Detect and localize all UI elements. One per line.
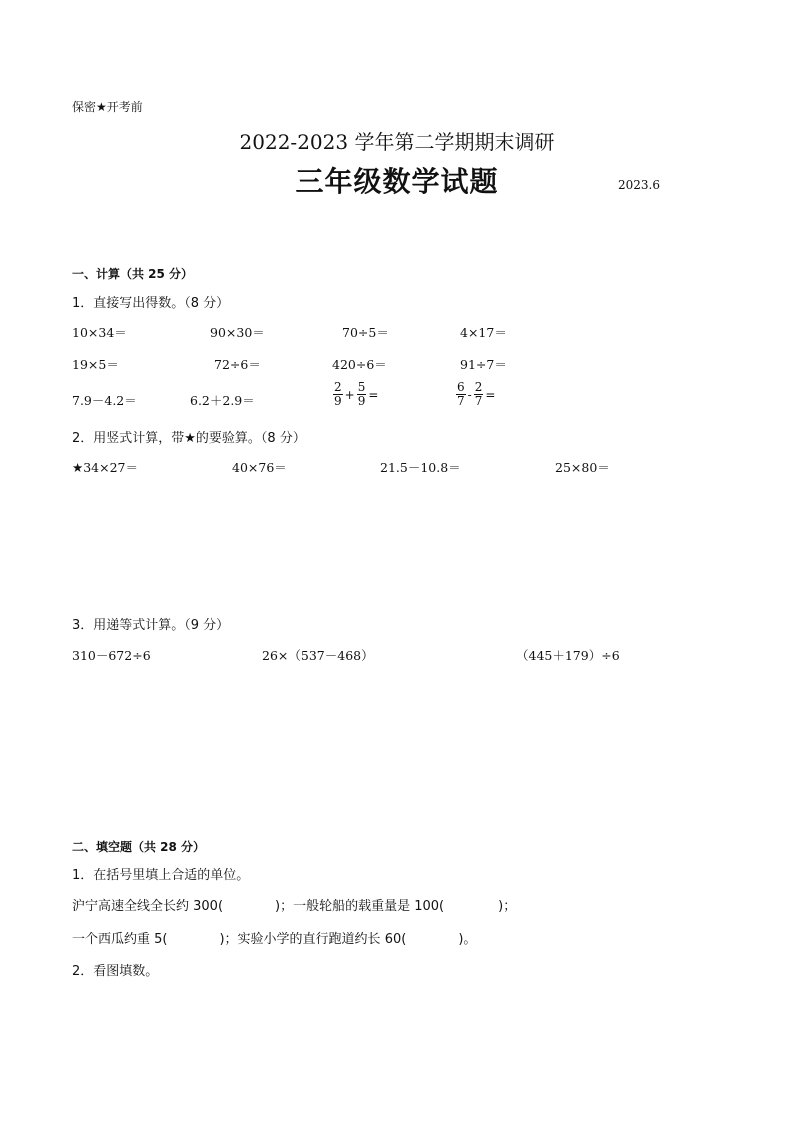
equals-sign: = — [368, 387, 379, 402]
q3-prompt: 3．用递等式计算。（9 分） — [72, 618, 230, 633]
q1-expr: 6.2＋2.9＝ — [190, 393, 255, 408]
fraction — [357, 381, 367, 408]
fill-blank-text: 沪宁高速全线全长约 300( — [72, 899, 224, 914]
s2-q2-prompt: 2．看图填数。 — [72, 964, 159, 979]
q1-expr: 72÷6＝ — [214, 357, 261, 372]
s2-q1-prompt: 1．在括号里填上合适的单位。 — [72, 868, 250, 883]
q2-expr: 25×80＝ — [555, 460, 610, 475]
fraction — [474, 381, 484, 408]
q3-expr: （445＋179）÷6 — [516, 648, 620, 663]
exam-title-subject: 三年级数学试题 — [295, 165, 499, 198]
numerator: 2 — [474, 380, 483, 394]
denominator: 9 — [357, 394, 366, 408]
fraction — [456, 381, 466, 408]
section1-heading: 一、计算（共 25 分） — [72, 267, 194, 281]
equals-sign: = — [485, 387, 496, 402]
q1-expr: 19×5＝ — [72, 357, 119, 372]
fraction-expression — [332, 381, 379, 408]
fraction-expression — [455, 381, 496, 408]
operator: - — [467, 387, 472, 402]
denominator: 9 — [334, 394, 342, 408]
q2-prompt: 2．用竖式计算，带★的要验算。（8 分） — [72, 431, 306, 446]
q1-expr: 420÷6＝ — [332, 357, 387, 372]
q1-expr: 91÷7＝ — [460, 357, 507, 372]
q1-expr: 70÷5＝ — [342, 325, 389, 340]
q2-expr: 40×76＝ — [232, 460, 287, 475]
fill-blank-text: )。 — [458, 932, 477, 947]
denominator: 7 — [457, 394, 465, 408]
q2-expr: ★34×27＝ — [72, 460, 138, 475]
fill-blank-text: )；实验小学的直行跑道约长 60( — [219, 932, 407, 947]
q1-expr: 7.9－4.2＝ — [72, 393, 137, 408]
confidential-label: 保密★开考前 — [72, 100, 143, 114]
q1-expr: 10×34＝ — [72, 325, 127, 340]
exam-date: 2023.6 — [618, 178, 660, 192]
q2-expr: 21.5－10.8＝ — [380, 460, 461, 475]
exam-title-term: 2022-2023 学年第二学期期末调研 — [239, 130, 555, 154]
fill-blank-text: )；一般轮船的载重量是 100( — [275, 899, 445, 914]
q3-expr: 310－672÷6 — [72, 648, 151, 663]
numerator: 2 — [334, 380, 342, 394]
fill-blank-text: )； — [498, 899, 517, 914]
operator: + — [344, 387, 355, 402]
numerator: 5 — [357, 380, 366, 394]
denominator: 7 — [474, 394, 483, 408]
fraction — [333, 381, 343, 408]
fill-blank-line — [72, 895, 516, 914]
fill-blank-line — [72, 928, 476, 947]
q1-expr: 4×17＝ — [460, 325, 507, 340]
fill-blank-text: 一个西瓜约重 5( — [72, 932, 168, 947]
q1-expr: 90×30＝ — [210, 325, 265, 340]
numerator: 6 — [457, 380, 465, 394]
q1-prompt: 1．直接写出得数。（8 分） — [72, 296, 230, 311]
section2-heading: 二、填空题（共 28 分） — [72, 840, 206, 854]
q3-expr: 26×（537－468） — [262, 648, 374, 663]
